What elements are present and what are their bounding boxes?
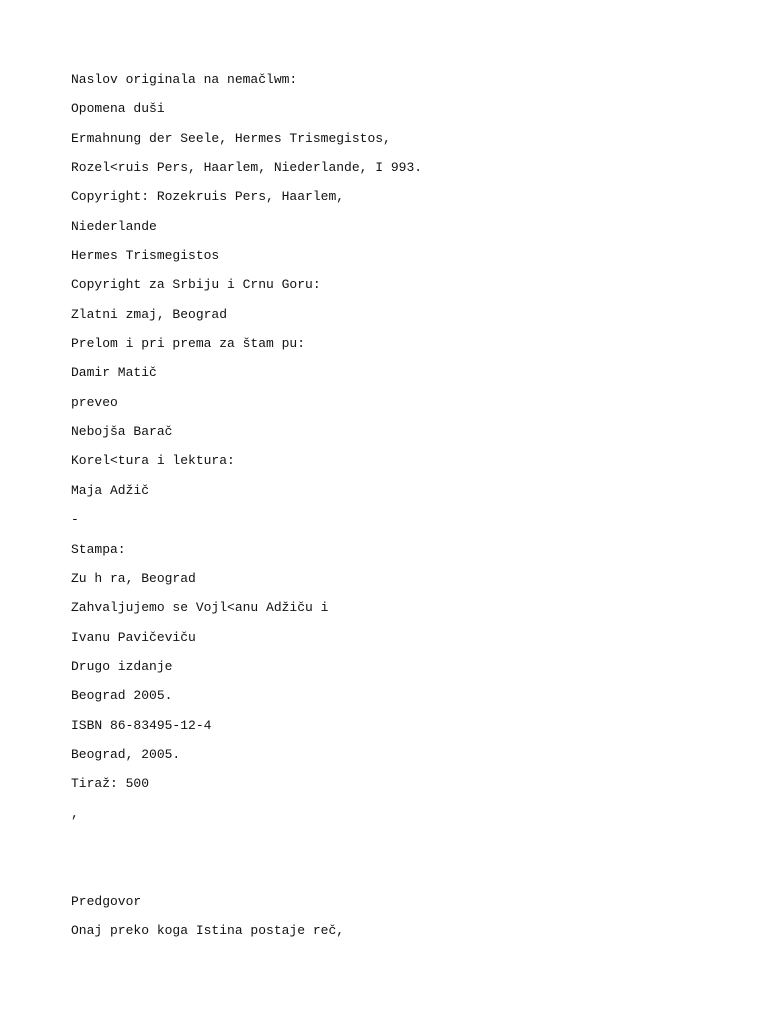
layout-person: Damir Matič: [71, 365, 157, 381]
printing-label: Stampa:: [71, 541, 126, 557]
proofreading-label: Korel<tura i lektura:: [71, 453, 235, 469]
copyright-country: Niederlande: [71, 218, 157, 234]
layout-label: Prelom i pri prema za štam pu:: [71, 336, 306, 352]
acknowledgement-line-1: Zahvaljujemo se Vojl<anu Adžiču i: [71, 600, 329, 616]
translator-name: Nebojša Barač: [71, 424, 173, 440]
original-title-label: Naslov originala na nemačlwm:: [71, 72, 298, 87]
preface-first-line: Onaj preko koga Istina postaje reč,: [71, 922, 345, 938]
publisher-name: Zlatni zmaj, Beograd: [71, 306, 228, 322]
acknowledgement-line-2: Ivanu Pavičeviču: [71, 629, 196, 645]
printer-name: Zu h ra, Beograd: [71, 570, 196, 586]
edition-place-year: Beograd 2005.: [71, 688, 173, 704]
preface-heading: Predgovor: [71, 893, 142, 909]
proofreader-name: Maja Adžič: [71, 482, 150, 498]
original-publisher: Rozel<ruis Pers, Haarlem, Niederlande, I 993.: [71, 160, 423, 176]
translator-label: preveo: [71, 394, 118, 410]
document-text: [71, 71, 422, 951]
copyright-region-label: Copyright za Srbiju i Crnu Goru:: [71, 277, 321, 293]
separator-dash: -: [71, 512, 79, 528]
translated-title: Opomena duši: [71, 101, 165, 117]
section-gap: [71, 834, 422, 893]
isbn: ISBN 86-83495-12-4: [71, 717, 212, 733]
copyright-line: Copyright: Rozekruis Pers, Haarlem,: [71, 189, 345, 205]
edition: Drugo izdanje: [71, 658, 173, 674]
publication-place-year: Beograd, 2005.: [71, 746, 181, 762]
print-run: Tiraž: 500: [71, 776, 150, 792]
original-title: Ermahnung der Seele, Hermes Trismegistos,: [71, 130, 391, 146]
stray-comma: ,: [71, 805, 79, 821]
copyright-author: Hermes Trismegistos: [71, 248, 220, 264]
